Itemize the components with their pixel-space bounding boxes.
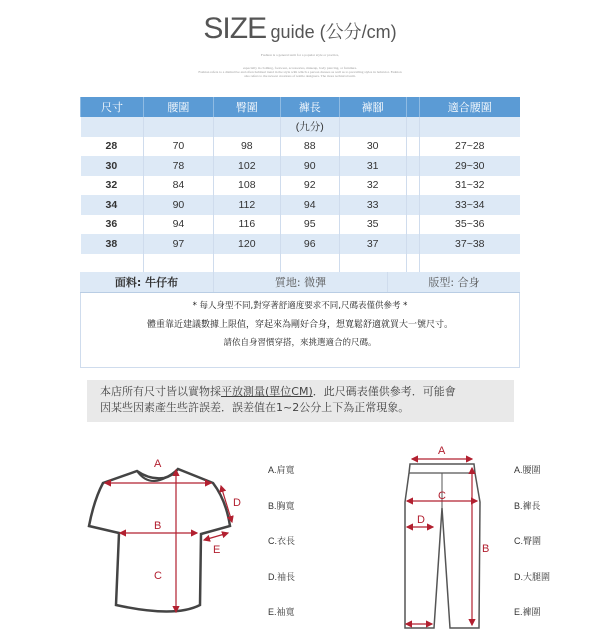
note-line: 請依自身習慣穿搭，來挑選適合的尺碼。 xyxy=(223,338,377,348)
sleeve-width-arrow xyxy=(204,533,228,540)
note-line: * 每人身型不同,對穿著舒適度要求不同,尺碼表僅供參考 * xyxy=(192,301,408,311)
pants-legend-e: E.褲圍 xyxy=(514,607,541,617)
marker-e: E xyxy=(213,544,221,556)
pants-legend-a: A.腰圍 xyxy=(514,465,541,475)
shirt-legend-a: A.肩寬 xyxy=(268,465,295,475)
shirt-diagram xyxy=(80,440,270,638)
size-table xyxy=(80,97,520,273)
marker-b: B xyxy=(482,543,490,555)
table-cell: 32 xyxy=(81,176,144,196)
table-row xyxy=(81,156,521,176)
tagline-3: Fashion refers to a distinctive and often habitual trend in the style with which a person dresses as well as to prevailing styles in behavior. Fashion xyxy=(198,70,402,74)
fabric-row xyxy=(80,272,520,293)
info-text: 本店所有尺寸皆以實物採 xyxy=(100,385,221,398)
pants-legend-c: C.臀圍 xyxy=(514,536,542,546)
table-cell xyxy=(406,156,419,176)
shirt-legend-b: B.胸寬 xyxy=(268,501,295,511)
table-cell: 95 xyxy=(280,215,339,235)
shirt-legend-e: E.袖寬 xyxy=(268,607,295,617)
table-cell: 31 xyxy=(339,156,406,176)
table-cell xyxy=(406,195,419,215)
col-header: 褲腳 xyxy=(339,97,406,117)
table-cell: 35 xyxy=(339,215,406,235)
page-title xyxy=(0,12,600,46)
title-sub: guide (公分/cm) xyxy=(270,22,397,42)
table-cell: 38 xyxy=(81,234,144,254)
marker-b: B xyxy=(154,520,162,532)
col-header: 適合腰圍 xyxy=(419,97,520,117)
table-cell: 29~30 xyxy=(419,156,520,176)
table-cell: 35~36 xyxy=(419,215,520,235)
shirt-legend-c: C.衣長 xyxy=(268,536,296,546)
table-row xyxy=(81,234,521,254)
table-cell: 98 xyxy=(213,137,280,157)
table-cell: 120 xyxy=(213,234,280,254)
shirt-legend-d: D.袖長 xyxy=(268,572,296,582)
table-cell: 96 xyxy=(280,234,339,254)
fabric-fit: 版型: 合身 xyxy=(387,272,520,292)
table-header xyxy=(81,97,521,117)
table-cell xyxy=(406,137,419,157)
table-cell: 102 xyxy=(213,156,280,176)
fabric-material: 面料: 牛仔布 xyxy=(114,276,179,289)
table-subheader xyxy=(81,117,521,137)
title-main: SIZE xyxy=(203,12,267,45)
table-cell: 31~32 xyxy=(419,176,520,196)
measurement-info xyxy=(87,380,514,422)
marker-c: C xyxy=(154,570,162,582)
shirt-outline xyxy=(89,469,230,612)
table-cell: 94 xyxy=(143,215,213,235)
notes xyxy=(80,293,520,368)
marker-c: C xyxy=(438,490,446,502)
pants-legend-d: D.大腿圍 xyxy=(514,572,551,582)
table-cell: 36 xyxy=(81,215,144,235)
table-cell: 37 xyxy=(339,234,406,254)
col-header xyxy=(406,97,419,117)
table-row xyxy=(81,137,521,157)
table-cell: 30 xyxy=(81,156,144,176)
pants-diagram xyxy=(390,440,500,638)
marker-d: D xyxy=(417,514,425,526)
table-cell: 94 xyxy=(280,195,339,215)
table-cell: 28 xyxy=(81,137,144,157)
table-cell: 112 xyxy=(213,195,280,215)
info-text: ．此尺碼表僅供參考．可能會 xyxy=(312,385,456,398)
table-cell: 70 xyxy=(143,137,213,157)
table-cell: 116 xyxy=(213,215,280,235)
table-row xyxy=(81,195,521,215)
tagline-1: Fashion is a general term for a popular style or practice, xyxy=(260,53,340,57)
table-cell xyxy=(406,215,419,235)
col-header: 腰圍 xyxy=(143,97,213,117)
marker-d: D xyxy=(233,497,241,509)
table-cell: 88 xyxy=(280,137,339,157)
tagline-4: also refers to the newest creations of textile designers. The more technical term. xyxy=(244,74,356,78)
col-header: 褲長 xyxy=(280,97,339,117)
table-cell: 84 xyxy=(143,176,213,196)
table-cell: 27~28 xyxy=(419,137,520,157)
table-cell: 33 xyxy=(339,195,406,215)
table-row xyxy=(81,176,521,196)
length-note: (九分) xyxy=(280,117,339,137)
table-cell: 78 xyxy=(143,156,213,176)
table-cell: 90 xyxy=(143,195,213,215)
col-header: 臀圍 xyxy=(213,97,280,117)
fabric-texture: 質地: 微彈 xyxy=(213,272,387,292)
info-text: 因某些因素產生些許誤差．誤差值在1~2公分上下為正常現象。 xyxy=(100,401,410,414)
marker-a: A xyxy=(154,458,162,470)
table-cell: 34 xyxy=(81,195,144,215)
table-cell: 37~38 xyxy=(419,234,520,254)
tagline-2: especially in clothing, footwear, accessories, makeup, body piercing, or furniture. xyxy=(242,66,358,70)
note-line: 體重靠近建議數據上限值，穿起來為剛好合身，想寬鬆舒適就買大一號尺寸。 xyxy=(146,320,453,330)
table-cell: 97 xyxy=(143,234,213,254)
table-cell: 108 xyxy=(213,176,280,196)
info-underlined: 平放測量(單位CM) xyxy=(221,385,313,398)
marker-a: A xyxy=(438,445,446,457)
pants-legend-b: B.褲長 xyxy=(514,501,541,511)
table-cell: 30 xyxy=(339,137,406,157)
table-cell xyxy=(406,234,419,254)
table-cell: 92 xyxy=(280,176,339,196)
col-header: 尺寸 xyxy=(81,97,144,117)
table-cell xyxy=(406,176,419,196)
table-row xyxy=(81,215,521,235)
table-cell: 90 xyxy=(280,156,339,176)
table-cell: 32 xyxy=(339,176,406,196)
table-cell: 33~34 xyxy=(419,195,520,215)
